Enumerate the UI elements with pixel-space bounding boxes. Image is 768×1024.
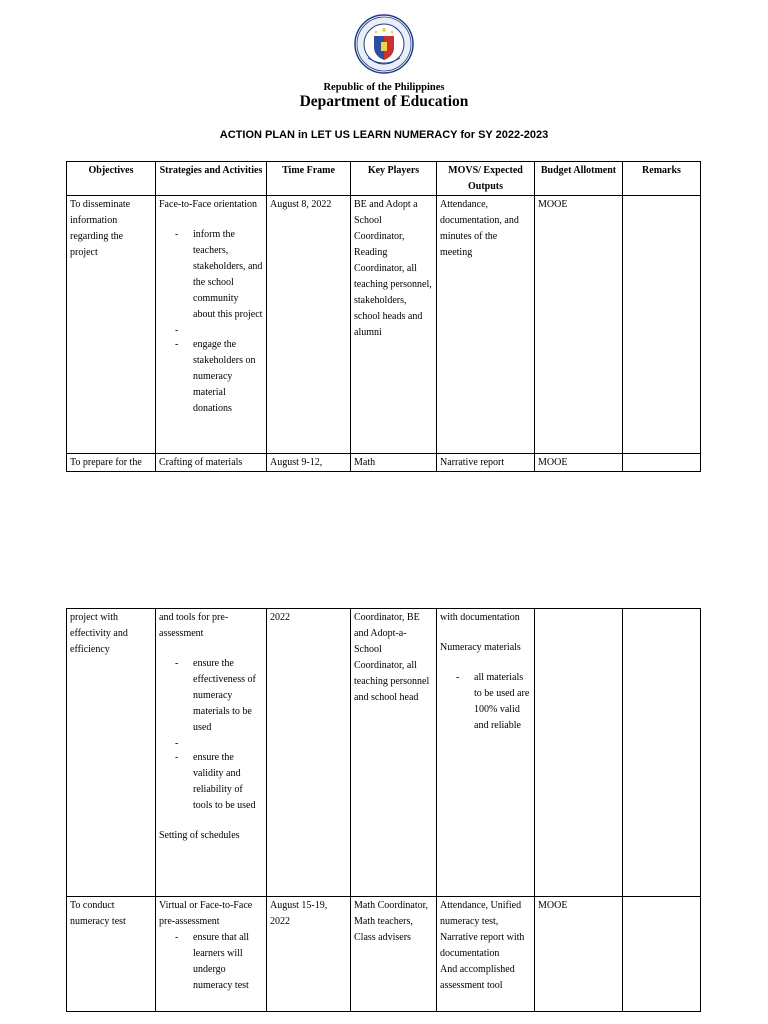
- movs-cell: Attendance, documentation, and minutes of the meeting: [437, 196, 535, 454]
- republic-heading: Republic of the Philippines: [323, 82, 445, 93]
- budget-cell: MOOE: [535, 897, 623, 1012]
- time-frame-cell: August 15-19, 2022: [267, 897, 351, 1012]
- strategy-cell: [156, 196, 267, 454]
- department-heading: Department of Education: [299, 93, 469, 110]
- remarks-cell: [623, 609, 701, 897]
- remarks-cell: [623, 196, 701, 454]
- remarks-cell: [623, 897, 701, 1012]
- key-players-cell: Math: [351, 454, 437, 472]
- strategy-intro: and tools for pre-assessment: [159, 612, 229, 639]
- strategy-bullet-list: [159, 656, 263, 814]
- key-players-cell: Math Coordinator, Math teachers, Class advisers: [351, 897, 437, 1012]
- strategy-bullet-list: [159, 227, 263, 417]
- budget-cell: [535, 609, 623, 897]
- movs-line: Numeracy materials: [440, 642, 521, 653]
- movs-line: with documentation: [440, 612, 520, 623]
- objective-cell: To conduct numeracy test: [67, 897, 156, 1012]
- list-item: - ensure that all learners will undergo numeracy test: [159, 930, 263, 994]
- key-players-cell: BE and Adopt a School Coordinator, Reading Coordinator, all teaching personnel, stakeholders, school heads and alumni: [351, 196, 437, 454]
- column-header-budget: Budget Allotment: [535, 162, 623, 196]
- column-header-movs: MOVS/ Expected Outputs: [437, 162, 535, 196]
- movs-cell: Narrative report: [437, 454, 535, 472]
- movs-bullet-list: [440, 670, 531, 734]
- time-frame-cell: 2022: [267, 609, 351, 897]
- objective-cell: To prepare for the: [67, 454, 156, 472]
- movs-cell: [437, 897, 535, 1012]
- budget-cell: MOOE: [535, 454, 623, 472]
- table-row: [67, 454, 701, 472]
- table-header-row: [67, 162, 701, 196]
- movs-line: Attendance, Unified numeracy test, Narrative report with documentation: [440, 900, 525, 959]
- list-item: - all materials to be used are 100% valid and reliable: [440, 670, 531, 734]
- strategy-cell: Crafting of materials: [156, 454, 267, 472]
- column-header-key-players: Key Players: [351, 162, 437, 196]
- action-plan-table-part1: [66, 161, 701, 472]
- action-plan-title: ACTION PLAN in LET US LEARN NUMERACY for SY 2022-2023: [219, 129, 549, 141]
- objective-cell: project with effectivity and efficiency: [67, 609, 156, 897]
- strategy-cell: [156, 609, 267, 897]
- movs-cell: [437, 609, 535, 897]
- list-item: - engage the stakeholders on numeracy material donations: [159, 337, 263, 417]
- key-players-cell: Coordinator, BE and Adopt-a-School Coordinator, all teaching personnel and school head: [351, 609, 437, 897]
- column-header-remarks: Remarks: [623, 162, 701, 196]
- table-row: [67, 897, 701, 1012]
- action-plan-table-part2: [66, 608, 701, 1012]
- column-header-time-frame: Time Frame: [267, 162, 351, 196]
- movs-line: And accomplished assessment tool: [440, 964, 515, 991]
- strategy-cell: [156, 897, 267, 1012]
- list-item: - ensure the effectiveness of numeracy materials to be used: [159, 656, 263, 736]
- column-header-strategies: Strategies and Activities: [156, 162, 267, 196]
- table-row: [67, 196, 701, 454]
- time-frame-cell: August 9-12,: [267, 454, 351, 472]
- table-row: [67, 609, 701, 897]
- time-frame-cell: August 8, 2022: [267, 196, 351, 454]
- list-item: - ensure the validity and reliability of tools to be used: [159, 750, 263, 814]
- strategy-outro: Setting of schedules: [159, 830, 240, 841]
- strategy-bullet-list: [159, 930, 263, 994]
- column-header-objectives: Objectives: [67, 162, 156, 196]
- objective-cell: To disseminate information regarding the project: [67, 196, 156, 454]
- budget-cell: MOOE: [535, 196, 623, 454]
- strategy-intro: Face-to-Face orientation: [159, 199, 258, 210]
- deped-seal-logo: [354, 14, 414, 74]
- remarks-cell: [623, 454, 701, 472]
- list-item: - inform the teachers, stakeholders, and the school community about this project: [159, 227, 263, 323]
- strategy-intro: Virtual or Face-to-Face pre-assessment: [159, 900, 253, 927]
